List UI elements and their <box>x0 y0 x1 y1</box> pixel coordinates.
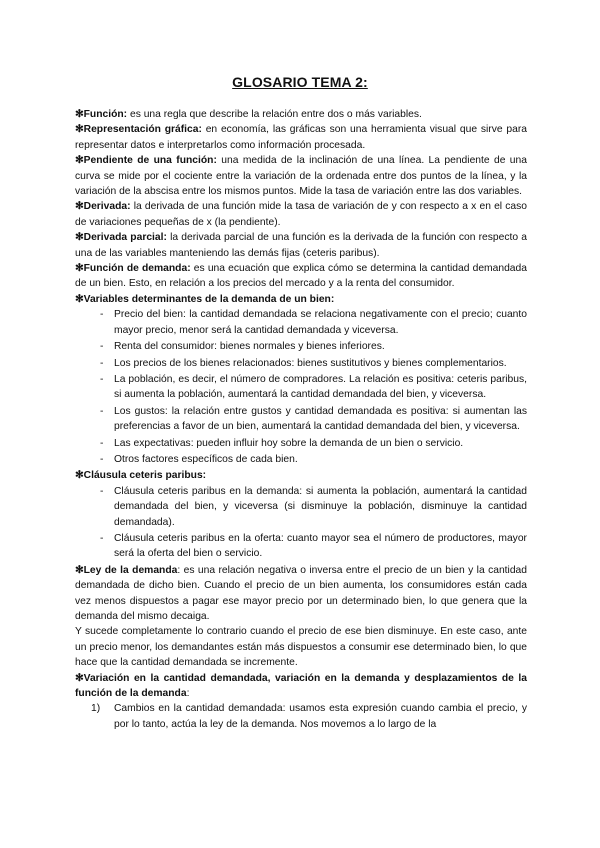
list-item: - Los gustos: la relación entre gustos y cantidad demandada es positiva: si aumentan las preferencias a favor de un bien, aumentará la cantidad demandada del bien, y viceversa. <box>100 404 527 435</box>
list-item <box>91 701 527 732</box>
list-item: - La población, es decir, el número de compradores. La relación es positiva: ceteris paribus, si aumenta la población, aumentará la cantidad demandada del bien, y viceversa. <box>100 372 527 403</box>
entry-funcion-demanda <box>75 261 527 292</box>
definition: es una ecuación que explica cómo se determina la cantidad demandada de un bien. Esto, en relación a los precios del mercado y a la renta del consumidor. <box>75 263 527 290</box>
entry-ley <box>75 563 527 625</box>
term: Representación gráfica: <box>83 124 202 136</box>
term: Pendiente de una función: <box>83 155 217 167</box>
star-bullet-icon: ✻ <box>75 155 84 167</box>
term: Función: <box>83 109 128 120</box>
term-suffix: : <box>186 688 190 700</box>
definition: en economía, las gráficas son una herramienta visual que sirve para representar datos e interpretarlos como información procesada. <box>75 124 527 151</box>
entry-pendiente <box>75 153 527 199</box>
list-item: - Cláusula ceteris paribus en la demanda: si aumenta la población, aumentará la cantidad demandada del bien, y viceversa (si disminuye la población, disminuye la cantidad demandada). <box>100 484 527 530</box>
list-number: 1) <box>91 703 101 715</box>
definition: es una regla que describe la relación entre dos o más variables. <box>127 109 422 120</box>
term: Variación en la cantidad demandada, variación en la demanda y desplazamientos de la función de la demanda <box>75 672 527 700</box>
definition: : es una relación negativa o inversa entre el precio de un bien y la cantidad demandada de dicho bien. Cuando el precio de un bien aumenta, los consumidores están cada vez menos dispuestos a pagar ese mayor precio por un determinado bien, lo que genera que la demanda del mismo decaiga. <box>75 564 527 622</box>
star-bullet-icon: ✻ <box>75 672 84 684</box>
star-bullet-icon: ✻ <box>75 109 84 120</box>
list-item-text: Cambios en la cantidad demandada: usamos esta expresión cuando cambia el precio, y por lo tanto, actúa la ley de la demanda. Nos movemos a lo largo de la <box>114 703 527 730</box>
star-bullet-icon: ✻ <box>75 124 84 136</box>
entry-clausula <box>75 468 527 483</box>
star-bullet-icon: ✻ <box>75 232 84 244</box>
list-item: - Cláusula ceteris paribus en la oferta: cuanto mayor sea el número de productores, mayor será la oferta del bien o servicio. <box>100 531 527 562</box>
page-title: GLOSARIO TEMA 2: <box>232 74 368 90</box>
glossary-content <box>75 107 527 732</box>
entry-derivada <box>75 199 527 230</box>
list-item: - Renta del consumidor: bienes normales y bienes inferiores. <box>100 339 527 354</box>
entry-variacion <box>75 671 527 702</box>
list-item: - Los precios de los bienes relacionados: bienes sustitutivos y bienes complementarios. <box>100 356 527 371</box>
term: Cláusula ceteris paribus: <box>83 470 207 482</box>
definition: la derivada de una función mide la tasa de variación de y con respecto a x en el caso de variaciones pequeñas de x (la pendiente). <box>75 201 527 228</box>
star-bullet-icon: ✻ <box>75 470 84 482</box>
term: Variables determinantes de la demanda de un bien: <box>83 293 335 305</box>
definition: una medida de la inclinación de una línea. La pendiente de una curva se mide por el cociente entre la variación de la ordenada entre dos puntos de la línea, y la variación de la abscisa entre los mismos puntos. Mide la tasa de variación entre las dos variables. <box>75 155 527 198</box>
term: Derivada: <box>83 201 131 213</box>
list-item: - Precio del bien: la cantidad demandada se relaciona negativamente con el precio; cuanto mayor precio, menor será la cantidad demandada y viceversa. <box>100 307 527 338</box>
star-bullet-icon: ✻ <box>75 201 84 213</box>
entry-funcion <box>75 107 527 122</box>
clausula-list <box>75 484 527 562</box>
definition: la derivada parcial de una función es la derivada de la función con respecto a una de las variables manteniendo las demás fijas (ceteris paribus). <box>75 232 527 259</box>
star-bullet-icon: ✻ <box>75 263 84 275</box>
entry-representacion <box>75 122 527 153</box>
star-bullet-icon: ✻ <box>75 564 84 576</box>
star-bullet-icon: ✻ <box>75 293 84 305</box>
variacion-list <box>75 701 527 732</box>
entry-ley-extra: Y sucede completamente lo contrario cuando el precio de ese bien disminuye. En este caso, ante un precio menor, los demandantes están más dispuestos a consumir ese determinado bien, lo que hace que la cantidad demandada se incremente. <box>75 626 527 669</box>
entry-derivada-parcial <box>75 230 527 261</box>
list-item: - Otros factores específicos de cada bien. <box>100 452 527 467</box>
list-item: - Las expectativas: pueden influir hoy sobre la demanda de un bien o servicio. <box>100 436 527 451</box>
term: Ley de la demanda <box>83 564 178 576</box>
entry-variables <box>75 292 527 307</box>
term: Función de demanda: <box>83 263 191 275</box>
term: Derivada parcial: <box>83 232 167 244</box>
variables-list <box>75 307 527 467</box>
